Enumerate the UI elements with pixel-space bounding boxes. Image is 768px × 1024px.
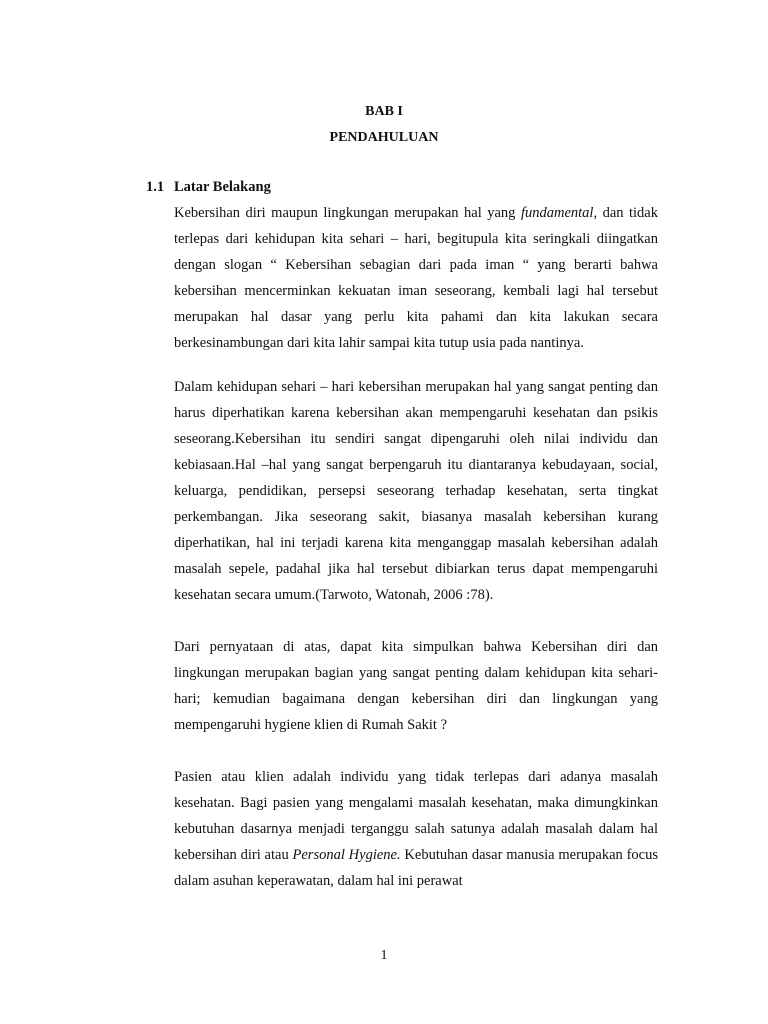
body-text	[174, 200, 658, 920]
paragraph-1-text-b: , dan tidak terlepas dari kehidupan kita sehari – hari, begitupula kita seringkali diingatkan dengan slogan “ Kebersihan sebagian dari pada iman “ yang berarti bahwa kebersihan mencerminkan kekuatan iman seseorang, kembali lagi hal tersebut merupakan hal dasar yang perlu kita pahami dan kita lakukan secara berkesinambungan dari kita lahir sampai kita tutup usia pada nantinya.	[174, 205, 658, 351]
paragraph-1	[174, 200, 658, 356]
paragraph-4	[174, 764, 658, 894]
section-number: 1.1	[146, 179, 165, 195]
paragraph-4-text-b: Kebutuhan dasar manusia merupakan focus dalam asuhan keperawatan, dalam hal ini perawat	[174, 847, 659, 889]
section-title: Latar Belakang	[174, 179, 271, 195]
paragraph-3: Dari pernyataan di atas, dapat kita simpulkan bahwa Kebersihan diri dan lingkungan merupakan bagian yang sangat penting dalam kehidupan kita sehari-hari; kemudian bagaimana dengan kebersihan diri dan lingkungan yang mempengaruhi hygiene klien di Rumah Sakit ?	[174, 639, 658, 733]
paragraph-1-text-a: Kebersihan diri maupun lingkungan merupakan hal yang	[174, 205, 521, 221]
section-heading	[146, 179, 271, 196]
chapter-title: PENDAHULUAN	[329, 130, 439, 145]
paragraph-4-italic: Personal Hygiene.	[292, 847, 401, 863]
paragraph-2: Dalam kehidupan sehari – hari kebersihan merupakan hal yang sangat penting dan harus diperhatikan karena kebersihan akan mempengaruhi kesehatan dan psikis seseorang.Kebersihan itu sendiri sangat dipengaruhi oleh nilai individu dan kebiasaan.Hal –hal yang sangat berpengaruh itu diantaranya kebudayaan, social, keluarga, pendidikan, persepsi seseorang terhadap kesehatan, serta tingkat perkembangan. Jika seseorang sakit, biasanya masalah kebersihan kurang diperhatikan, hal ini terjadi karena kita menganggap masalah kebersihan adalah masalah sepele, padahal jika hal tersebut dibiarkan terus dapat mempengaruhi kesehatan secara umum.(Tarwoto, Watonah, 2006 :78).	[174, 379, 658, 603]
chapter-number: BAB I	[365, 104, 403, 119]
paragraph-4-text-a: Pasien atau klien adalah individu yang tidak terlepas dari adanya masalah kesehatan. Bagi pasien yang mengalami masalah kesehatan, maka dimungkinkan kebutuhan dasarnya menjadi terganggu salah satunya adalah masalah dalam hal kebersihan diri atau	[174, 769, 658, 863]
page-number: 1	[380, 948, 388, 963]
paragraph-1-italic: fundamental	[520, 205, 594, 221]
